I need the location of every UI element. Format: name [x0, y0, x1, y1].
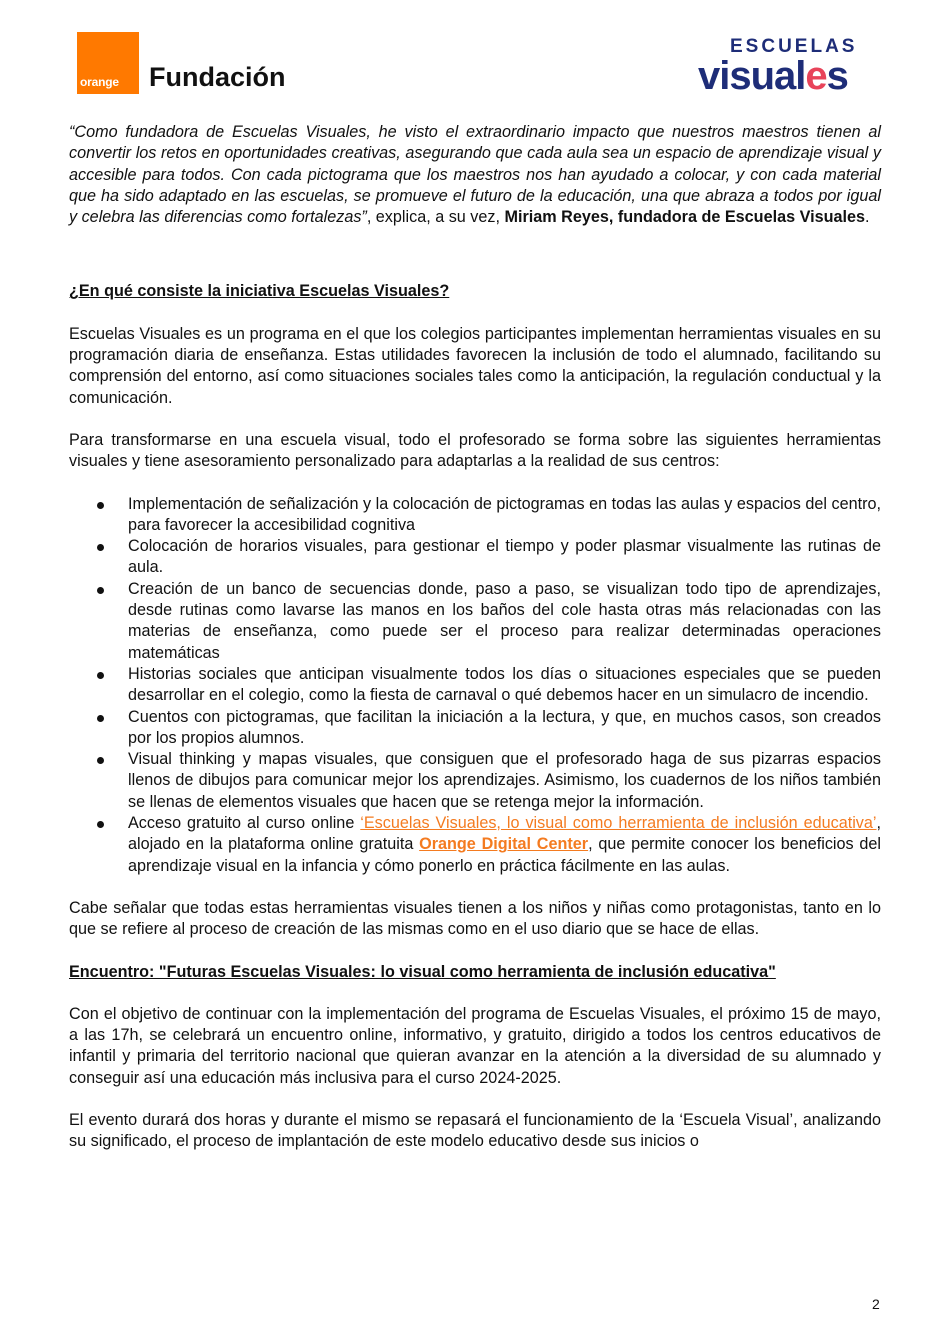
page-header	[0, 0, 948, 110]
orange-digital-center-link[interactable]: Orange Digital Center	[419, 835, 589, 854]
ev-logo-bottom-b: e	[805, 54, 827, 98]
quote-speaker: Miriam Reyes, fundadora de Escuelas Visuales	[504, 208, 865, 227]
list-item-text: Cuentos con pictogramas, que facilitan la iniciación a la lectura, y que, en muchos casos, son creados por los propios alumnos.	[128, 707, 881, 747]
orange-logo	[77, 32, 139, 94]
ev-logo-bottom-a: visual	[698, 54, 806, 98]
course-link[interactable]: ‘Escuelas Visuales, lo visual como herramienta de inclusión educativa’	[360, 814, 877, 833]
page-number: 2	[872, 1296, 880, 1312]
list-item	[69, 707, 881, 750]
list-item-text: , que permite conocer los beneficios del aprendizaje visual en la infancia y cómo ponerlo en práctica fácilmente en las aulas.	[128, 835, 881, 875]
ev-logo-bottom-c: s	[826, 54, 848, 98]
section1-paragraph-2: Para transformarse en una escuela visual, todo el profesorado se forma sobre las siguientes herramientas visuales y tiene asesoramiento personalizado para adaptarlas a la realidad de sus centros:	[69, 430, 881, 471]
document-body	[69, 122, 881, 1153]
bullet-dot	[97, 587, 104, 594]
quote-paragraph	[69, 122, 881, 228]
bullet-dot	[97, 502, 104, 509]
section1-paragraph-1: Escuelas Visuales es un programa en el que los colegios participantes implementan herramientas visuales en su programación diaria de enseñanza. Estas utilidades favorecen la inclusión de todo el alumnado, facilitando su comprensión del entorno, así como situaciones sociales tales como la anticipación, la regulación conductual y la comunicación.	[69, 324, 881, 407]
bullet-dot	[97, 672, 104, 679]
fundacion-label: Fundación	[149, 62, 286, 92]
ev-logo-bottom	[698, 52, 848, 100]
list-item-text: Implementación de señalización y la colocación de pictogramas en todas las aulas y espacios del centro, para favorecer la accesibilidad cognitiva	[128, 494, 881, 534]
bullet-dot	[97, 544, 104, 551]
section2-paragraph-2: El evento durará dos horas y durante el mismo se repasará el funcionamiento de la ‘Escuela Visual’, analizando su significado, el proceso de implantación de este modelo educativo desde sus inicios o	[69, 1110, 881, 1151]
list-item	[69, 664, 881, 707]
orange-logo-text: orange	[80, 75, 119, 89]
section2-heading: Encuentro: "Futuras Escuelas Visuales: lo visual como herramienta de inclusión educativa"	[69, 962, 776, 981]
bullet-dot	[97, 757, 104, 764]
quote-end: .	[864, 208, 870, 227]
bullet-dot	[97, 821, 104, 828]
section1-heading: ¿En qué consiste la iniciativa Escuelas Visuales?	[69, 282, 450, 301]
list-item	[69, 536, 881, 579]
section2-paragraph-1: Con el objetivo de continuar con la implementación del programa de Escuelas Visuales, el próximo 15 de mayo, a las 17h, se celebrará un encuentro online, informativo, y gratuito, dirigido a todos los centros educativos de infantil y primaria del territorio nacional que quieran avanzar en la atención a la diversidad de su alumnado y conseguir así una educación más inclusiva para el curso 2024-2025.	[69, 1004, 881, 1087]
list-item-text: Historias sociales que anticipan visualmente todos los días o situaciones especiales que se pueden desarrollar en el colegio, como la fiesta de carnaval o qué debemos hacer en un simulacro de incendio.	[128, 664, 881, 705]
list-item	[69, 749, 881, 813]
list-item-text: Acceso gratuito al curso online	[128, 814, 361, 833]
list-item-text: Colocación de horarios visuales, para gestionar el tiempo y poder plasmar visualmente las rutinas de aula.	[128, 537, 881, 577]
section1-paragraph-3: Cabe señalar que todas estas herramientas visuales tienen a los niños y niñas como protagonistas, tanto en lo que se refiere al proceso de creación de las mismas como en el uso diario que se hace de ellas.	[69, 898, 881, 939]
list-item	[69, 813, 881, 877]
list-item	[69, 579, 881, 664]
list-item-text: , alojado en la plataforma online gratuita	[128, 814, 881, 854]
quote-text: “Como fundadora de Escuelas Visuales, he visto el extraordinario impacto que nuestros maestros tienen al convertir los retos en oportunidades creativas, asegurando que cada aula sea un espacio de aprendizaje visual y accesible para todos. Con cada pictograma que los maestros nos han ayudado a colocar, y con cada material que ha sido adaptado en las escuelas, se promueve el futuro de la educación, una que abraza a todos por igual y celebra las diferencias como fortalezas”	[69, 123, 881, 227]
list-item	[69, 494, 881, 537]
list-item-text: Creación de un banco de secuencias donde, paso a paso, se visualizan todo tipo de aprendizajes, desde rutinas como lavarse las manos en los baños del cole hasta otras más relacionadas con las materias de enseñanza, como puede ser el proceso para realizar determinadas operaciones matemáticas	[128, 579, 881, 662]
list-item-text: Visual thinking y mapas visuales, que consiguen que el profesorado haga de sus pizarras espacios llenos de dibujos para comunicar mejor los aprendizajes. Asimismo, los cuadernos de los niños también se llenas de elementos visuales que hacen que se retenga mejor la información.	[128, 750, 881, 811]
quote-tail: , explica, a su vez,	[366, 208, 505, 227]
escuelas-visuales-logo	[694, 36, 884, 100]
ev-logo-top: ESCUELAS	[730, 36, 858, 57]
bullet-dot	[97, 715, 104, 722]
tools-list	[69, 494, 881, 877]
